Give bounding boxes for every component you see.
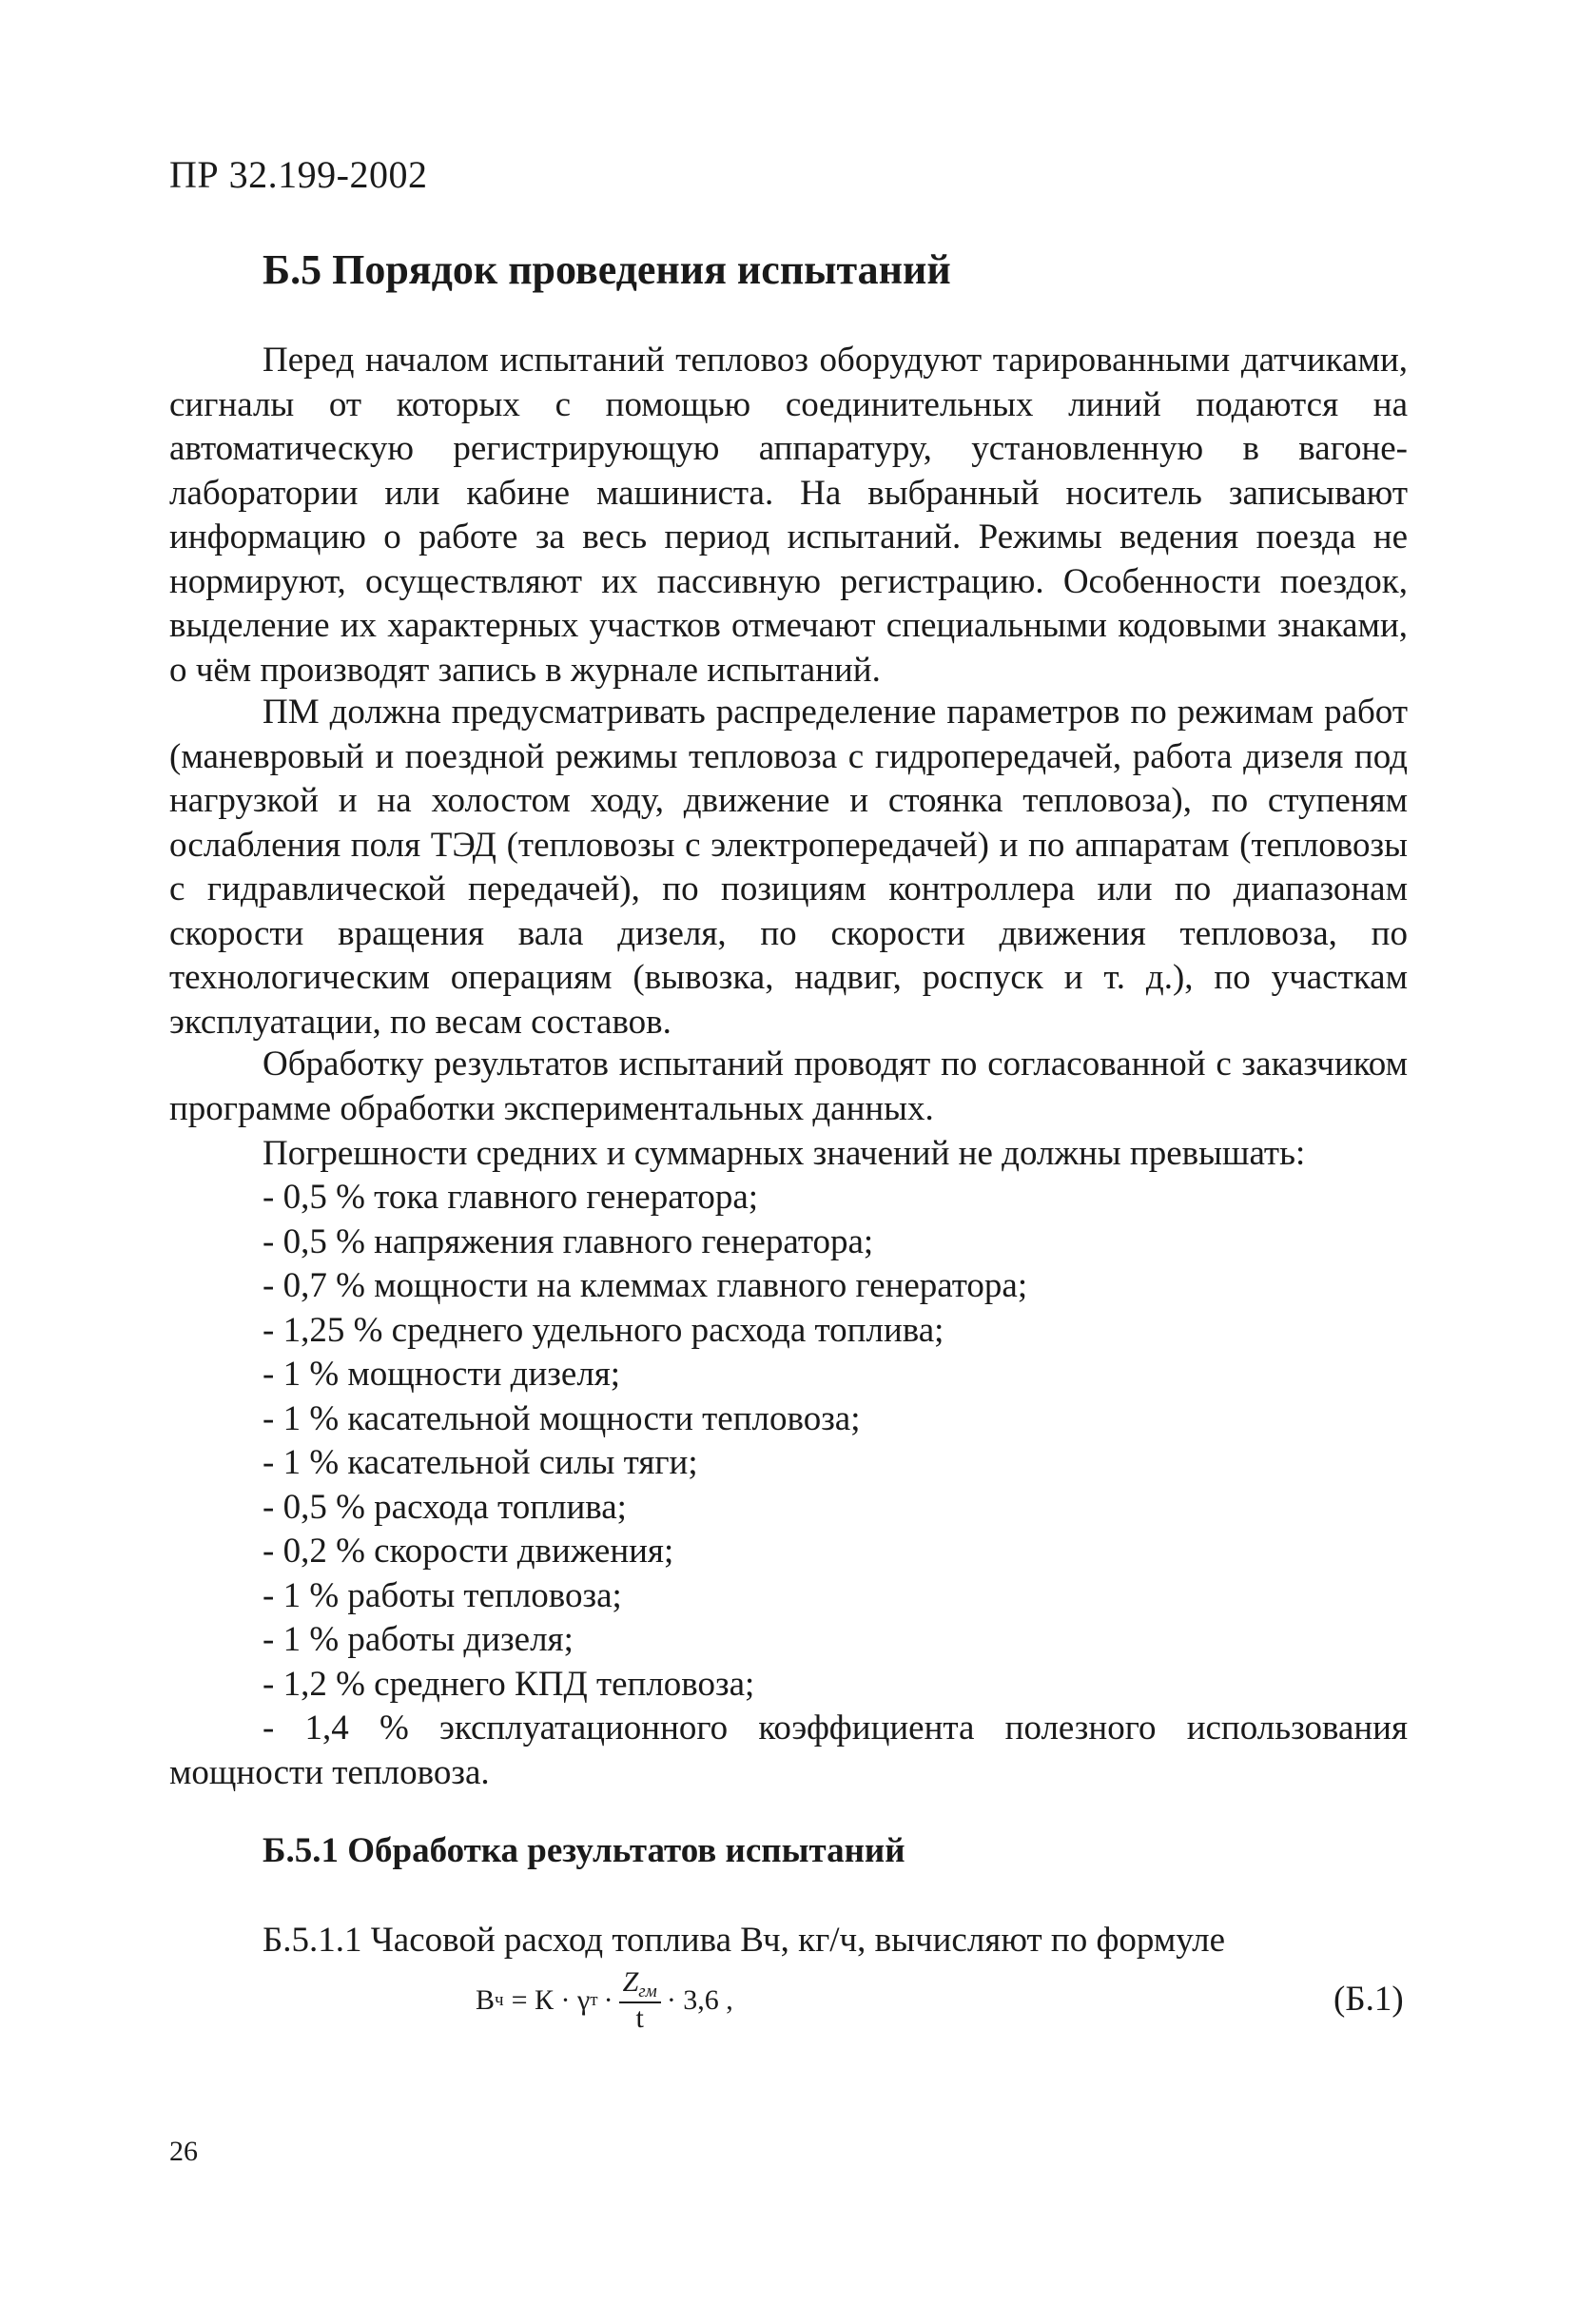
- fraction-denominator: t: [635, 2001, 644, 2034]
- numerator-subscript: гм: [638, 1982, 657, 2001]
- formula-lhs-subscript: ч: [495, 1989, 504, 2010]
- formula-gamma-subscript: т: [590, 1989, 598, 2010]
- list-item: - 1,25 % среднего удельного расхода топлива;: [263, 1310, 944, 1350]
- paragraph-pm-distribution: ПМ должна предусматривать распределение параметров по режимам работ (маневровый и поездной режимы тепловоза с гидропередачей, работа дизеля под нагрузкой и на холостом ходу, движение и стоянка тепловоза), по ступеням ослабления поля ТЭД (тепловозы с электропередачей) и по аппаратам (тепловозы с гидравлической передачей), по позициям контроллера или по диапазонам скорости вращения вала дизеля, по скорости движения тепловоза, по технологическим операциям (вывозка, надвиг, роспуск и т. д.), по участкам эксплуатации, по весам составов.: [169, 693, 1408, 1042]
- page-number: 26: [169, 2136, 198, 2167]
- subsection-title: Б.5.1 Обработка результатов испытаний: [263, 1831, 905, 1870]
- list-item: - 1 % касательной мощности тепловоза;: [263, 1398, 861, 1438]
- list-item: - 1 % работы дизеля;: [263, 1620, 574, 1659]
- formula-equals: = К · γ: [511, 1983, 591, 2016]
- list-item: - 0,5 % напряжения главного генератора;: [263, 1221, 874, 1261]
- formula-intro: Б.5.1.1 Часовой расход топлива Вч, кг/ч, вычисляют по формуле: [263, 1921, 1226, 1960]
- paragraph-processing: Обработку результатов испытаний проводят по согласованной с заказчиком программе обработки экспериментальных данных.: [169, 1045, 1408, 1128]
- paragraph-equipment: Перед началом испытаний тепловоз оборудуют тарированными датчиками, сигналы от которых с помощью соединительных линий подаются на автоматическую регистрирующую аппаратуру, установленную в вагоне-лаборатории или кабине машиниста. На выбранный носитель записывают информацию о работе за весь период испытаний. Режимы ведения поезда не нормируют, осуществляют их пассивную регистрацию. Особенности поездок, выделение их характерных участков отмечают специальными кодовыми знаками, о чём производят запись в журнале испытаний.: [169, 341, 1408, 690]
- equation-number: (Б.1): [1333, 1980, 1404, 2019]
- formula-lhs: В: [476, 1983, 496, 2016]
- list-item: - 1 % мощности дизеля;: [263, 1355, 621, 1394]
- list-item: - 0,5 % расхода топлива;: [263, 1487, 627, 1527]
- list-item: - 1 % работы тепловоза;: [263, 1575, 622, 1615]
- tolerance-list: [263, 1176, 1408, 1707]
- formula-dot: ·: [603, 1983, 613, 2016]
- list-item-last: - 1,4 % эксплуатационного коэффициента полезного использования мощности тепловоза.: [169, 1708, 1408, 1792]
- list-item: - 1,2 % среднего КПД тепловоза;: [263, 1664, 755, 1704]
- numerator-symbol: Z: [622, 1966, 639, 1998]
- list-item: - 0,7 % мощности на клеммах главного генератора;: [263, 1266, 1028, 1305]
- list-item: - 0,2 % скорости движения;: [263, 1532, 674, 1571]
- formula-tail: · 3,6 ,: [666, 1983, 733, 2016]
- paragraph-errors-intro: Погрешности средних и суммарных значений не должны превышать:: [263, 1134, 1306, 1173]
- formula-fraction: [619, 1967, 661, 2033]
- fraction-numerator: [619, 1967, 661, 2003]
- section-title: Б.5 Порядок проведения испытаний: [263, 246, 951, 293]
- list-item: - 1 % касательной силы тяги;: [263, 1443, 698, 1482]
- formula-b1: [476, 1967, 733, 2033]
- list-item: - 0,5 % тока главного генератора;: [263, 1178, 759, 1217]
- document-code: ПР 32.199-2002: [169, 153, 428, 196]
